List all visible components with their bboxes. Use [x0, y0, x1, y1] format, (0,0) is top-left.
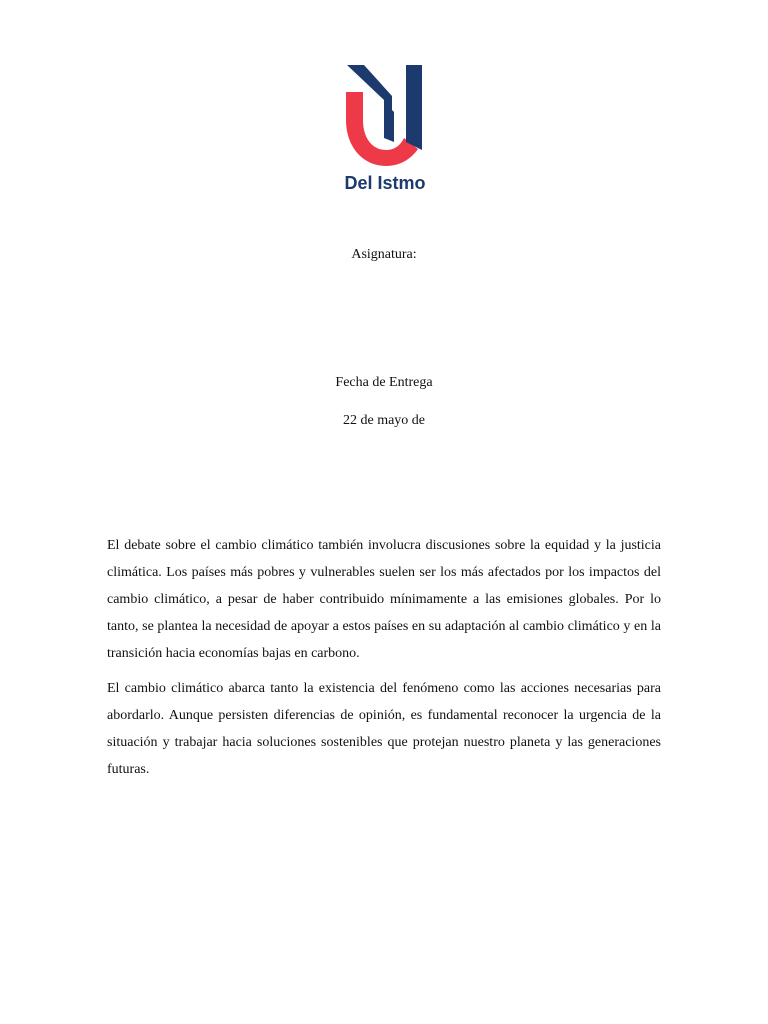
due-date-label: Fecha de Entrega: [335, 375, 433, 390]
del-istmo-logo-icon: [340, 62, 430, 194]
university-logo: [340, 62, 430, 194]
due-date-value: 22 de mayo de: [342, 413, 426, 428]
subject-label: Asignatura:: [351, 247, 417, 262]
paragraph: El debate sobre el cambio climático también involucra discusiones sobre la equidad y la justicia climática. Los países más pobres y vulnerables suelen ser los más afectados por los impactos del cambio climático, a pesar de haber contribuido mínimamente a las emisiones globales. Por lo tanto, se plantea la necesidad de apoyar a estos países en su adaptación al cambio climático y en la transición hacia economías bajas en carbono.: [107, 538, 661, 661]
body-text: [107, 532, 661, 791]
logo-text: Del Istmo: [344, 173, 426, 193]
paragraph: El cambio climático abarca tanto la existencia del fenómeno como las acciones necesarias para abordarlo. Aunque persisten diferencias de opinión, es fundamental reconocer la urgencia de la situación y trabajar hacia soluciones sostenibles que protejan nuestro planeta y las generaciones futuras.: [107, 681, 661, 777]
